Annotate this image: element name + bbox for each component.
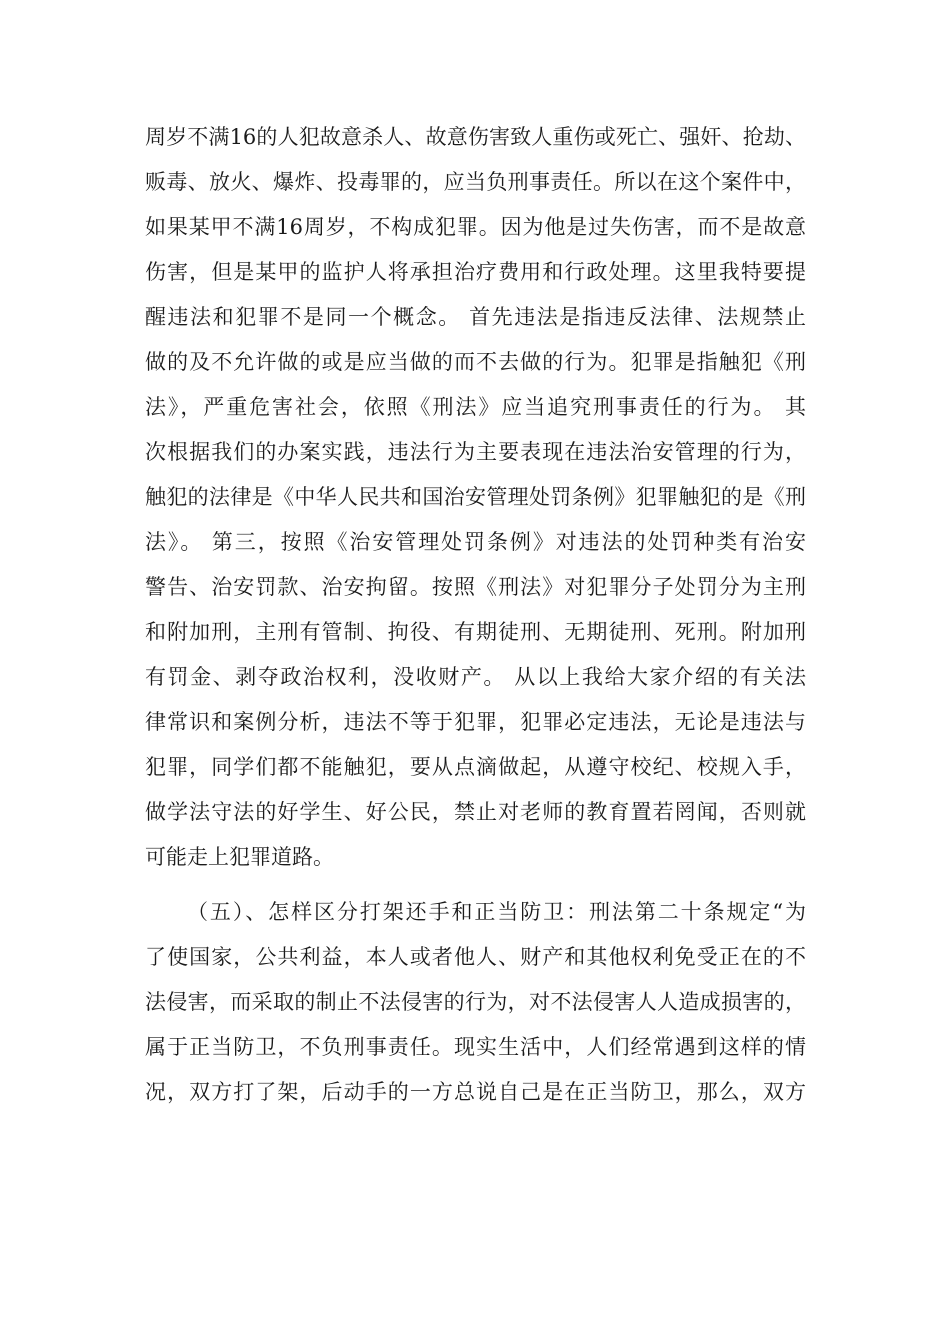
paragraph-1-line-16: 做学法守法的好学生、好公民，禁止对老师的教育置若罔闻，否则就 — [145, 800, 806, 824]
paragraph-1-line-4: 伤害，但是某甲的监护人将承担治疗费用和行政处理。这里我特要提 — [145, 260, 806, 284]
paragraph-1-line-7: 法》，严重危害社会，依照《刑法》应当追究刑事责任的行为。 其 — [145, 395, 806, 419]
paragraph-2-line-2: 了使国家，公共利益，本人或者他人、财产和其他权利免受正在的不 — [145, 945, 806, 969]
paragraph-2-line-3: 法侵害，而采取的制止不法侵害的行为，对不法侵害人人造成损害的， — [145, 990, 806, 1014]
paragraph-1-line-10: 法》。 第三，按照《治安管理处罚条例》对违法的处罚种类有治安 — [145, 530, 806, 554]
paragraph-1-line-13: 有罚金、剥夺政治权利，没收财产。 从以上我给大家介绍的有关法 — [145, 665, 806, 689]
paragraph-1-line-12: 和附加刑，主刑有管制、拘役、有期徒刑、无期徒刑、死刑。附加刑 — [145, 620, 806, 644]
paragraph-1-line-9: 触犯的法律是《中华人民共和国治安管理处罚条例》犯罪触犯的是《刑 — [145, 485, 806, 509]
paragraph-1-line-6: 做的及不允许做的或是应当做的而不去做的行为。犯罪是指触犯《刑 — [145, 350, 806, 374]
paragraph-2-line-1: （五）、怎样区分打架还手和正当防卫：刑法第二十条规定“为 — [187, 900, 806, 924]
paragraph-2-line-4: 属于正当防卫，不负刑事责任。现实生活中，人们经常遇到这样的情 — [145, 1035, 806, 1059]
paragraph-1-line-14: 律常识和案例分析，违法不等于犯罪，犯罪必定违法，无论是违法与 — [145, 710, 806, 734]
paragraph-2-line-5: 况，双方打了架，后动手的一方总说自己是在正当防卫，那么，双方 — [145, 1080, 806, 1104]
paragraph-1-line-11: 警告、治安罚款、治安拘留。按照《刑法》对犯罪分子处罚分为主刑 — [145, 575, 806, 599]
paragraph-1-line-17: 可能走上犯罪道路。 — [145, 845, 334, 869]
paragraph-1-line-3: 如果某甲不满16周岁，不构成犯罪。因为他是过失伤害，而不是故意 — [145, 215, 806, 239]
paragraph-1-line-1: 周岁不满16的人犯故意杀人、故意伤害致人重伤或死亡、强奸、抢劫、 — [145, 125, 806, 149]
paragraph-1-line-8: 次根据我们的办案实践，违法行为主要表现在违法治安管理的行为， — [145, 440, 806, 464]
paragraph-1-line-5: 醒违法和犯罪不是同一个概念。 首先违法是指违反法律、法规禁止 — [145, 305, 806, 329]
paragraph-1-line-2: 贩毒、放火、爆炸、投毒罪的，应当负刑事责任。所以在这个案件中， — [145, 170, 806, 194]
paragraph-1-line-15: 犯罪，同学们都不能触犯，要从点滴做起，从遵守校纪、校规入手， — [145, 755, 806, 779]
